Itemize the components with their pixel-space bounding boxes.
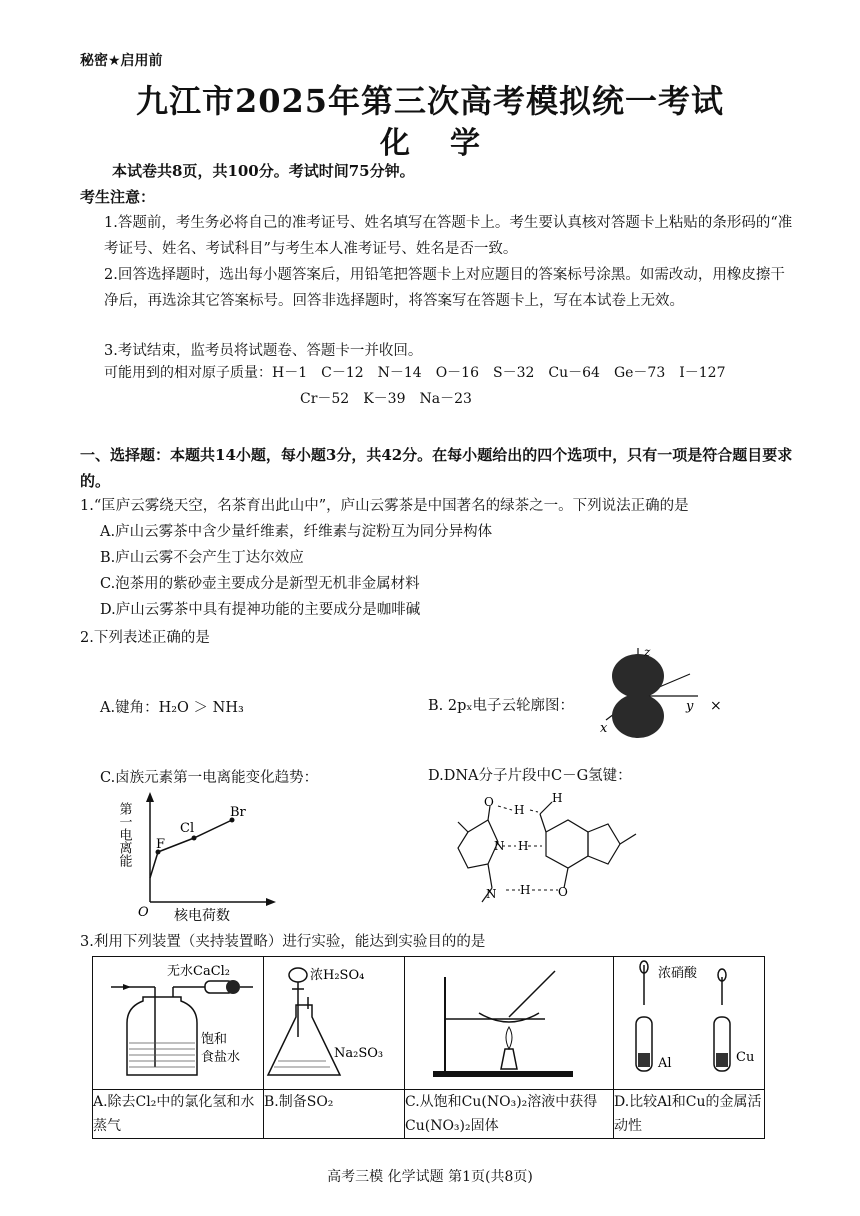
label-cl: Cl xyxy=(180,821,195,836)
notice-item-2: 2.回答选择题时，选出每小题答案后，用铅笔把答题卡上对应题目的答案标号涂黑。如需改动，用橡皮擦干净后，再选涂其它答案标号。回答非选择题时，将答案写在答题卡上，写在本试卷上无效。 xyxy=(104,267,785,309)
methyl-bond-c xyxy=(458,822,468,832)
guanine-ring-5 xyxy=(588,824,620,864)
apparatus-b xyxy=(264,957,404,1085)
dna-h-top: H xyxy=(514,803,525,817)
q3-stem: 3.利用下列装置（夹持装置略）进行实验，能达到实验目的的是 xyxy=(80,934,486,950)
caption-c: C.从饱和Cu(NO₃)₂溶液中获得Cu(NO₃)₂固体 xyxy=(405,1090,614,1139)
upper-lobe xyxy=(612,654,664,698)
dna-n-mid: N xyxy=(494,839,505,853)
q3-caption-row xyxy=(93,1090,765,1139)
q2-option-a: A.键角：H₂O ＞ NH₃ xyxy=(100,700,244,716)
subject-title xyxy=(0,118,860,162)
y-arrow xyxy=(146,792,154,802)
hbond-1b xyxy=(530,810,538,812)
dna-h-mid: H xyxy=(518,839,529,853)
flask-hatch xyxy=(274,1061,330,1067)
z-label: z xyxy=(644,645,651,659)
label-cu: Cu xyxy=(736,1050,755,1065)
p-orbital-figure xyxy=(580,644,730,744)
amino-bond-c xyxy=(488,864,492,888)
x-axis-title: 核电荷数 xyxy=(174,908,230,924)
drying-bulb xyxy=(226,980,240,994)
notice-item-1: 1.答题前，考生务必将自己的准考证号、姓名填写在答题卡上。考生要认真核对答题卡上粘贴的条形码的“准考证号、姓名、考试科目”与考生本人准考证号、姓名是否一致。 xyxy=(104,215,793,257)
cross-mark: × xyxy=(710,698,722,714)
origin-label: O xyxy=(138,905,149,920)
alcohol-lamp xyxy=(501,1049,517,1069)
q2-stem: 2.下列表述正确的是 xyxy=(80,630,210,646)
methyl-bond-g xyxy=(620,834,636,844)
label-cacl2: 无水CaCl₂ xyxy=(167,964,231,979)
glass-rod xyxy=(509,971,555,1017)
liquid-hatch xyxy=(129,1043,195,1067)
cu-metal xyxy=(716,1053,728,1067)
page-footer: 高考三模 化学试题 第1页(共8页) xyxy=(327,1169,533,1185)
apparatus-a-cell xyxy=(93,957,264,1090)
notice-item-3: 3.考试结束，监考员将试题卷、答题卡一并收回。 xyxy=(104,343,423,359)
q1-stem: 1.“匡庐云雾绕天空，名茶育出此山中”，庐山云雾茶是中国著名的绿茶之一。下列说法正确的是 xyxy=(80,498,689,514)
y-axis-title: 第一电离能 xyxy=(116,802,132,867)
label-h2so4: 浓H₂SO₄ xyxy=(310,968,365,983)
apparatus-d xyxy=(614,957,764,1085)
subject-text: 化学 xyxy=(380,126,520,161)
amino-bond-g xyxy=(540,814,546,832)
apparatus-a xyxy=(93,957,263,1085)
label-hno3: 浓硝酸 xyxy=(658,966,698,981)
q2-option-c: C.卤族元素第一电离能变化趋势： xyxy=(100,770,319,786)
y-label: y xyxy=(686,699,694,714)
q1-option-c: C.泡茶用的紫砂壶主要成分是新型无机非金属材料 xyxy=(100,576,420,592)
apparatus-c xyxy=(405,957,613,1085)
label-br: Br xyxy=(230,805,246,820)
section-heading: 一、选择题：本题共14小题，每小题3分，共42分。在每小题给出的四个选项中，只有一项是符合题目要求的。 xyxy=(80,446,793,490)
al-metal xyxy=(638,1053,650,1067)
caption-d: D.比较Al和Cu的金属活动性 xyxy=(614,1090,765,1139)
exam-info: 本试卷共8页，共100分。考试时间75分钟。 xyxy=(112,162,415,180)
dna-n-bottom: N xyxy=(486,887,497,901)
hbond-1 xyxy=(498,806,512,810)
ionization-energy-chart xyxy=(110,790,290,926)
exam-title: 九江市2025年第三次高考模拟统一考试 xyxy=(135,82,725,120)
label-al: Al xyxy=(658,1056,672,1071)
point-cl xyxy=(192,836,197,841)
q1-option-b: B.庐山云雾不会产生丁达尔效应 xyxy=(100,550,304,566)
q3-apparatus-table xyxy=(92,956,765,1139)
q1-option-d: D.庐山云雾茶中具有提神功能的主要成分是咖啡碱 xyxy=(100,602,421,618)
dna-h-bottom: H xyxy=(520,883,531,897)
caption-a: A.除去Cl₂中的氯化氢和水蒸气 xyxy=(93,1090,264,1139)
q2-option-d: D.DNA分子片段中C－G氢键： xyxy=(428,768,632,784)
confidential-mark: 秘密★启用前 xyxy=(80,53,163,69)
evaporating-dish xyxy=(479,1013,539,1022)
label-brine-2: 食盐水 xyxy=(201,1050,241,1065)
guanine-ring-6 xyxy=(546,820,588,868)
q2-option-b: B. 2pₓ电子云轮廓图： xyxy=(428,698,575,714)
atomic-masses-line-2: Cr－52 K－39 Na－23 xyxy=(300,391,472,407)
inlet-arrow xyxy=(123,984,131,990)
stand-base xyxy=(433,1071,573,1077)
apparatus-b-cell xyxy=(264,957,405,1090)
conical-flask xyxy=(268,1005,340,1075)
q1-option-a: A.庐山云雾茶中含少量纤维素，纤维素与淀粉互为同分异构体 xyxy=(100,524,493,540)
x-arrow xyxy=(266,898,276,906)
label-na2so3: Na₂SO₃ xyxy=(334,1046,384,1061)
x-label: x xyxy=(600,721,608,736)
amino-h-bond-g xyxy=(540,802,552,814)
dna-cg-structure xyxy=(440,792,670,916)
gas-wash-bottle xyxy=(127,997,197,1075)
flame xyxy=(506,1027,512,1049)
dna-h-amino: H xyxy=(552,792,563,805)
lower-lobe xyxy=(612,694,664,738)
label-f: F xyxy=(156,837,166,852)
dna-o-bottom: O xyxy=(558,885,568,899)
apparatus-c-cell xyxy=(405,957,614,1090)
notice-heading: 考生注意： xyxy=(80,188,156,206)
label-brine-1: 饱和 xyxy=(201,1032,228,1047)
q3-figure-row xyxy=(93,957,765,1090)
dna-o-top: O xyxy=(484,795,494,809)
dropping-funnel xyxy=(289,968,307,982)
apparatus-d-cell xyxy=(614,957,765,1090)
caption-b: B.制备SO₂ xyxy=(264,1090,405,1139)
atomic-masses-line-1: 可能用到的相对原子质量：H－1 C－12 N－14 O－16 S－32 Cu－64 Ge－73 I－127 xyxy=(104,365,726,381)
